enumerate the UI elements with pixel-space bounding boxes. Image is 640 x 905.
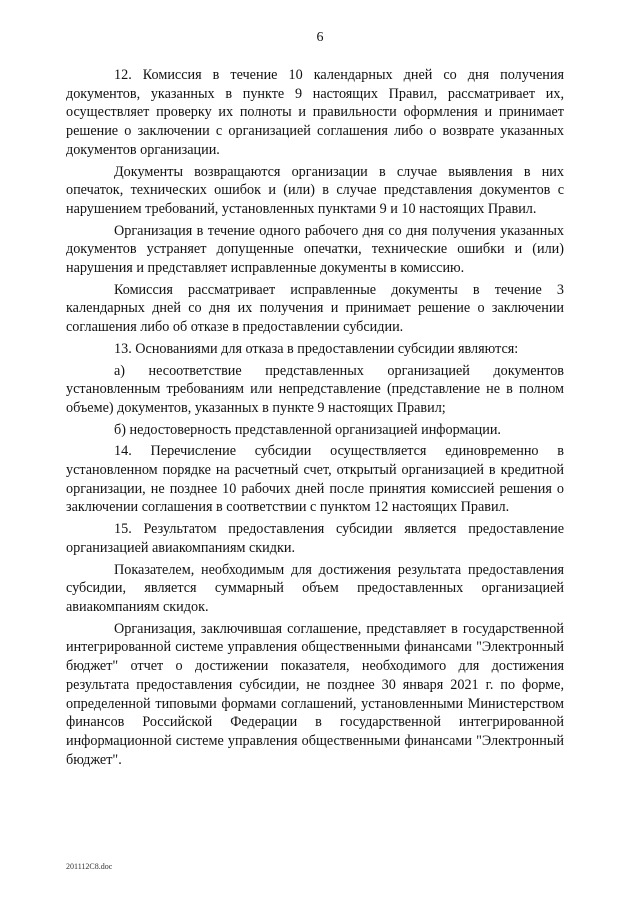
paragraph-14: 14. Перечисление субсидии осуществляется единовременно в установленном порядке на расчетный счет, открытый организацией в кредитной организации, не позднее 10 рабочих дней после принятия комиссией решения о заключении соглашения в соответствии с пунктом 12 настоящих Правил. <box>66 443 564 516</box>
paragraph-13-b: б) недостоверность представленной организацией информации. <box>114 421 501 438</box>
footer-file-code: 201112C8.doc <box>66 862 113 871</box>
paragraph-commission-reviews: Комиссия рассматривает исправленные документы в течение 3 календарных дней со дня их получения и принимает решение о заключении соглашения либо об отказе в предоставлении субсидии. <box>66 281 564 336</box>
paragraph-indicator: Показателем, необходимым для достижения результата предоставления субсидии, является суммарный объем предоставленных организацией авиакомпаниям скидок. <box>66 561 564 615</box>
paragraph-report: Организация, заключившая соглашение, представляет в государственной интегрированной системе управления общественными финансами "Электронный бюджет" отчет о достижении показателя, необходимого для достижения результата предоставления субсидии, не позднее 30 января 2021 г. по форме, определенной типовыми формами соглашений, установленными Министерством финансов Российской Федерации в государственной интегрированной информационной системе управления общественными финансами "Электронный бюджет". <box>66 620 564 768</box>
paragraph-13: 13. Основаниями для отказа в предоставлении субсидии являются: <box>114 340 519 357</box>
paragraph-organization-corrects: Организация в течение одного рабочего дня со дня получения указанных документов устраняет допущенные опечатки, технические ошибки и (или) нарушения и представляет исправленные документы в комиссию. <box>66 222 564 277</box>
paragraph-documents-returned: Документы возвращаются организации в случае выявления в них опечаток, технических ошибок и (или) в случае представления документов с нарушением требований, установленных пунктами 9 и 10 настоящих Правил. <box>66 163 564 217</box>
paragraph-12: 12. Комиссия в течение 10 календарных дней со дня получения документов, указанных в пункте 9 настоящих Правил, рассматривает их, осуществляет проверку их полноты и правильности оформления и принимает решение о заключении с организацией соглашения либо о возврате указанных документов организации. <box>66 67 564 158</box>
document-body <box>66 66 564 772</box>
paragraph-13-a: а) несоответствие представленных организацией документов установленным требованиям или непредставление (представление не в полном объеме) документов, указанных в пункте 9 настоящих Правил; <box>66 362 564 416</box>
paragraph-15: 15. Результатом предоставления субсидии является предоставление организацией авиакомпаниям скидки. <box>66 521 564 556</box>
page-number: 6 <box>316 30 324 45</box>
